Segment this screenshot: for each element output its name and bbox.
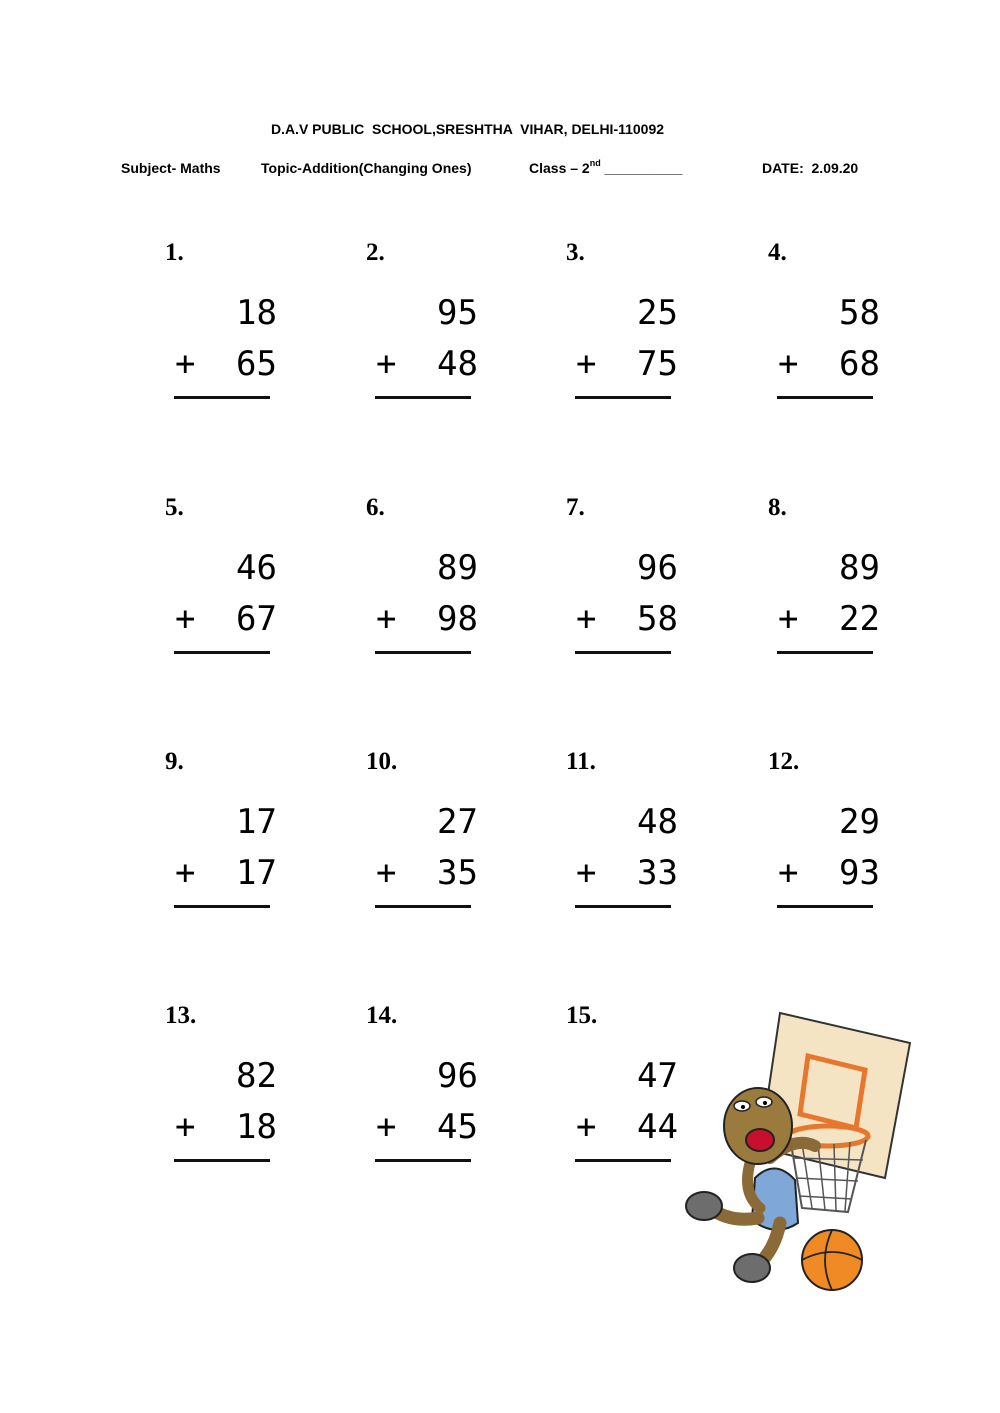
plus-sign: +: [778, 853, 799, 893]
problem-number: 2.: [366, 239, 385, 266]
answer-line: [375, 905, 471, 908]
problem-1: [165, 238, 285, 418]
problem-number: 15.: [566, 1002, 598, 1029]
class-label: [529, 160, 682, 176]
addend-top: 89: [437, 548, 478, 588]
problem-number: 14.: [366, 1002, 398, 1029]
addend-top: 46: [236, 548, 277, 588]
addend-top: 96: [437, 1056, 478, 1096]
problem-number: 5.: [165, 494, 184, 521]
problem-number: 4.: [768, 239, 787, 266]
addend-top: 48: [637, 802, 678, 842]
addend-bottom: 68: [839, 344, 880, 384]
answer-line: [777, 651, 873, 654]
answer-line: [174, 1159, 270, 1162]
addend-top: 18: [236, 293, 277, 333]
addend-bottom: 58: [637, 599, 678, 639]
answer-line: [777, 905, 873, 908]
problem-6: [366, 493, 486, 673]
problem-4: [768, 238, 888, 418]
plus-sign: +: [175, 853, 196, 893]
addend-bottom: 18: [236, 1107, 277, 1147]
plus-sign: +: [376, 853, 397, 893]
problem-7: [566, 493, 686, 673]
plus-sign: +: [778, 599, 799, 639]
problem-2: [366, 238, 486, 418]
answer-line: [777, 396, 873, 399]
problem-number: 3.: [566, 239, 585, 266]
answer-line: [375, 396, 471, 399]
addend-bottom: 33: [637, 853, 678, 893]
plus-sign: +: [175, 1107, 196, 1147]
plus-sign: +: [175, 344, 196, 384]
problem-10: [366, 747, 486, 927]
plus-sign: +: [376, 599, 397, 639]
addend-top: 95: [437, 293, 478, 333]
problem-11: [566, 747, 686, 927]
plus-sign: +: [576, 344, 597, 384]
addend-bottom: 65: [236, 344, 277, 384]
topic-label: Topic-Addition(Changing Ones): [261, 160, 472, 176]
addend-top: 82: [236, 1056, 277, 1096]
plus-sign: +: [175, 599, 196, 639]
plus-sign: +: [376, 344, 397, 384]
addend-bottom: 45: [437, 1107, 478, 1147]
answer-line: [174, 651, 270, 654]
problem-number: 13.: [165, 1002, 197, 1029]
problem-number: 1.: [165, 239, 184, 266]
problem-15: [566, 1001, 686, 1181]
subject-label: Subject- Maths: [121, 160, 221, 176]
plus-sign: +: [376, 1107, 397, 1147]
addend-top: 96: [637, 548, 678, 588]
school-title: D.A.V PUBLIC SCHOOL,SRESHTHA VIHAR, DELHI-110092: [270, 121, 665, 137]
addend-bottom: 75: [637, 344, 678, 384]
problem-number: 6.: [366, 494, 385, 521]
addend-bottom: 35: [437, 853, 478, 893]
plus-sign: +: [576, 1107, 597, 1147]
addend-top: 25: [637, 293, 678, 333]
plus-sign: +: [778, 344, 799, 384]
addend-bottom: 98: [437, 599, 478, 639]
problem-number: 8.: [768, 494, 787, 521]
answer-line: [375, 651, 471, 654]
addend-top: 29: [839, 802, 880, 842]
problem-13: [165, 1001, 285, 1181]
addend-bottom: 67: [236, 599, 277, 639]
answer-line: [575, 651, 671, 654]
class-superscript: nd: [589, 158, 601, 168]
answer-line: [375, 1159, 471, 1162]
addend-bottom: 17: [236, 853, 277, 893]
problem-3: [566, 238, 686, 418]
addend-top: 17: [236, 802, 277, 842]
answer-line: [575, 396, 671, 399]
basketball-player-illustration: [680, 1008, 920, 1298]
problem-number: 7.: [566, 494, 585, 521]
addend-bottom: 93: [839, 853, 880, 893]
answer-line: [575, 1159, 671, 1162]
problem-5: [165, 493, 285, 673]
addend-top: 58: [839, 293, 880, 333]
addend-bottom: 44: [637, 1107, 678, 1147]
problem-8: [768, 493, 888, 673]
class-blank: __________: [600, 160, 683, 176]
addend-top: 47: [637, 1056, 678, 1096]
class-prefix: Class – 2: [529, 160, 590, 176]
plus-sign: +: [576, 599, 597, 639]
problem-9: [165, 747, 285, 927]
addend-top: 27: [437, 802, 478, 842]
problem-number: 12.: [768, 748, 800, 775]
problem-12: [768, 747, 888, 927]
answer-line: [174, 905, 270, 908]
problem-number: 11.: [566, 748, 596, 775]
addend-top: 89: [839, 548, 880, 588]
problem-number: 10.: [366, 748, 398, 775]
addend-bottom: 48: [437, 344, 478, 384]
date-label: DATE: 2.09.20: [762, 160, 859, 176]
answer-line: [575, 905, 671, 908]
addend-bottom: 22: [839, 599, 880, 639]
plus-sign: +: [576, 853, 597, 893]
problem-number: 9.: [165, 748, 184, 775]
problem-14: [366, 1001, 486, 1181]
answer-line: [174, 396, 270, 399]
